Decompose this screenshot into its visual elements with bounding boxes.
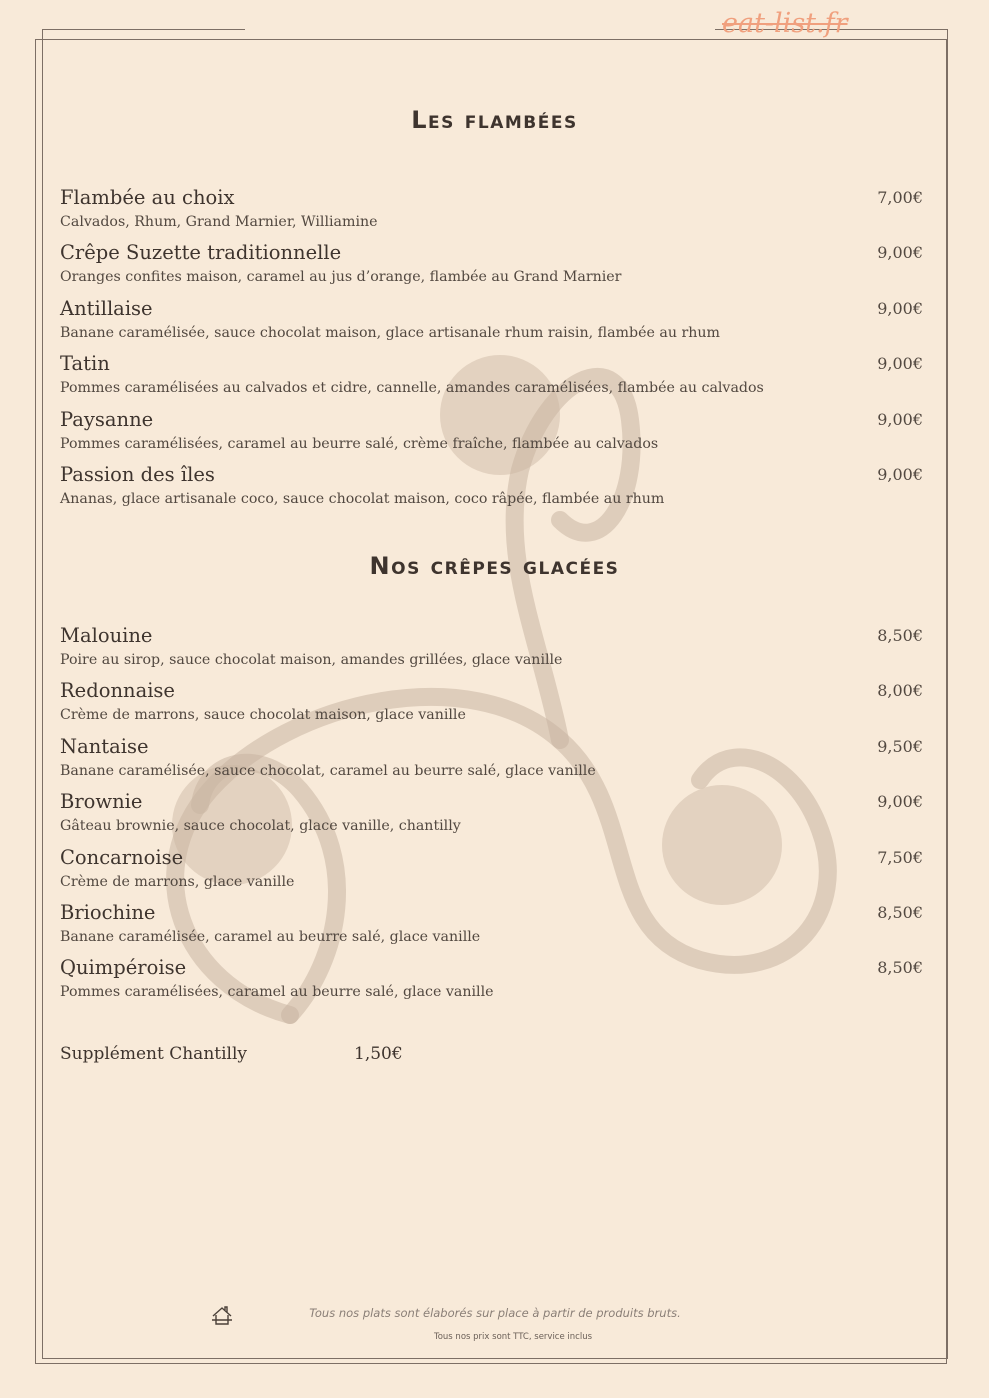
- menu-item: [60, 186, 930, 241]
- item-name: Nantaise: [60, 734, 149, 758]
- menu-item: [60, 463, 930, 518]
- section-title-flambees: Les flambées: [411, 106, 578, 134]
- item-name: Flambée au choix: [60, 186, 235, 209]
- supplement-price: 1,50€: [354, 1044, 403, 1064]
- item-description: Poire au sirop, sauce chocolat maison, amandes grillées, glace vanille: [60, 652, 563, 668]
- item-description: Banane caramélisée, sauce chocolat, caramel au beurre salé, glace vanille: [60, 762, 596, 779]
- item-price: 8,00€: [877, 681, 923, 701]
- menu-item: [60, 679, 930, 734]
- item-description: Crème de marrons, glace vanille: [60, 873, 295, 890]
- menu-list-flambees: [60, 186, 930, 518]
- item-description: Pommes caramélisées, caramel au beurre salé, crème fraîche, flambée au calvados: [60, 435, 659, 452]
- item-price: 7,00€: [877, 188, 923, 207]
- item-name: Quimpéroise: [60, 956, 187, 980]
- item-name: Redonnaise: [60, 679, 175, 703]
- item-price: 9,00€: [877, 792, 923, 812]
- menu-list-crepes-glacees: [60, 624, 930, 1012]
- item-description: Ananas, glace artisanale coco, sauce chocolat maison, coco râpée, flambée au rhum: [60, 490, 665, 507]
- frame-gap: [245, 24, 715, 36]
- footer-note: Tous nos plats sont élaborés sur place à partir de produits bruts.: [309, 1306, 681, 1320]
- item-price: 7,50€: [877, 847, 923, 867]
- item-price: 8,50€: [877, 902, 923, 922]
- item-name: Briochine: [60, 900, 156, 924]
- item-name: Concarnoise: [60, 845, 184, 869]
- item-description: Pommes caramélisées au calvados et cidre, cannelle, amandes caramélisées, flambée au calvados: [60, 380, 764, 397]
- house-icon: [210, 1304, 234, 1328]
- footer-prices-note: Tous nos prix sont TTC, service inclus: [433, 1332, 593, 1342]
- menu-item: [60, 352, 930, 407]
- menu-item: [60, 901, 930, 956]
- item-name: Tatin: [60, 352, 110, 376]
- item-price: 8,50€: [877, 958, 923, 978]
- menu-item: [60, 846, 930, 901]
- item-description: Crème de marrons, sauce chocolat maison, glace vanille: [60, 707, 466, 724]
- item-description: Banane caramélisée, caramel au beurre salé, glace vanille: [60, 928, 481, 945]
- item-name: Antillaise: [60, 296, 153, 320]
- section-title-crepes-glacees: Nos crêpes glacées: [369, 552, 620, 580]
- item-price: 9,00€: [877, 243, 923, 263]
- item-price: 9,00€: [877, 464, 923, 484]
- item-name: Passion des îles: [60, 462, 215, 486]
- supplement-label: Supplément Chantilly: [60, 1044, 248, 1064]
- item-price: 9,00€: [877, 298, 923, 318]
- item-price: 9,50€: [877, 736, 923, 756]
- item-name: Brownie: [60, 790, 143, 814]
- item-price: 8,50€: [877, 626, 923, 645]
- item-price: 9,00€: [877, 354, 923, 374]
- item-description: Banane caramélisée, sauce chocolat maison, glace artisanale rhum raisin, flambée au rhum: [60, 324, 720, 341]
- item-price: 9,00€: [877, 409, 923, 429]
- item-description: Pommes caramélisées, caramel au beurre salé, glace vanille: [60, 984, 494, 1001]
- item-name: Malouine: [60, 624, 153, 647]
- menu-item: [60, 790, 930, 845]
- item-description: Oranges confites maison, caramel au jus d’orange, flambée au Grand Marnier: [60, 269, 622, 286]
- menu-item: [60, 408, 930, 463]
- menu-item: [60, 956, 930, 1011]
- menu-item: [60, 241, 930, 296]
- item-name: Crêpe Suzette traditionnelle: [60, 241, 342, 265]
- item-name: Paysanne: [60, 407, 154, 431]
- menu-item: [60, 735, 930, 790]
- site-watermark: eat-list.fr: [722, 8, 848, 39]
- menu-item: [60, 624, 930, 679]
- menu-item: [60, 297, 930, 352]
- item-description: Calvados, Rhum, Grand Marnier, Williamine: [60, 214, 378, 230]
- item-description: Gâteau brownie, sauce chocolat, glace vanille, chantilly: [60, 818, 461, 835]
